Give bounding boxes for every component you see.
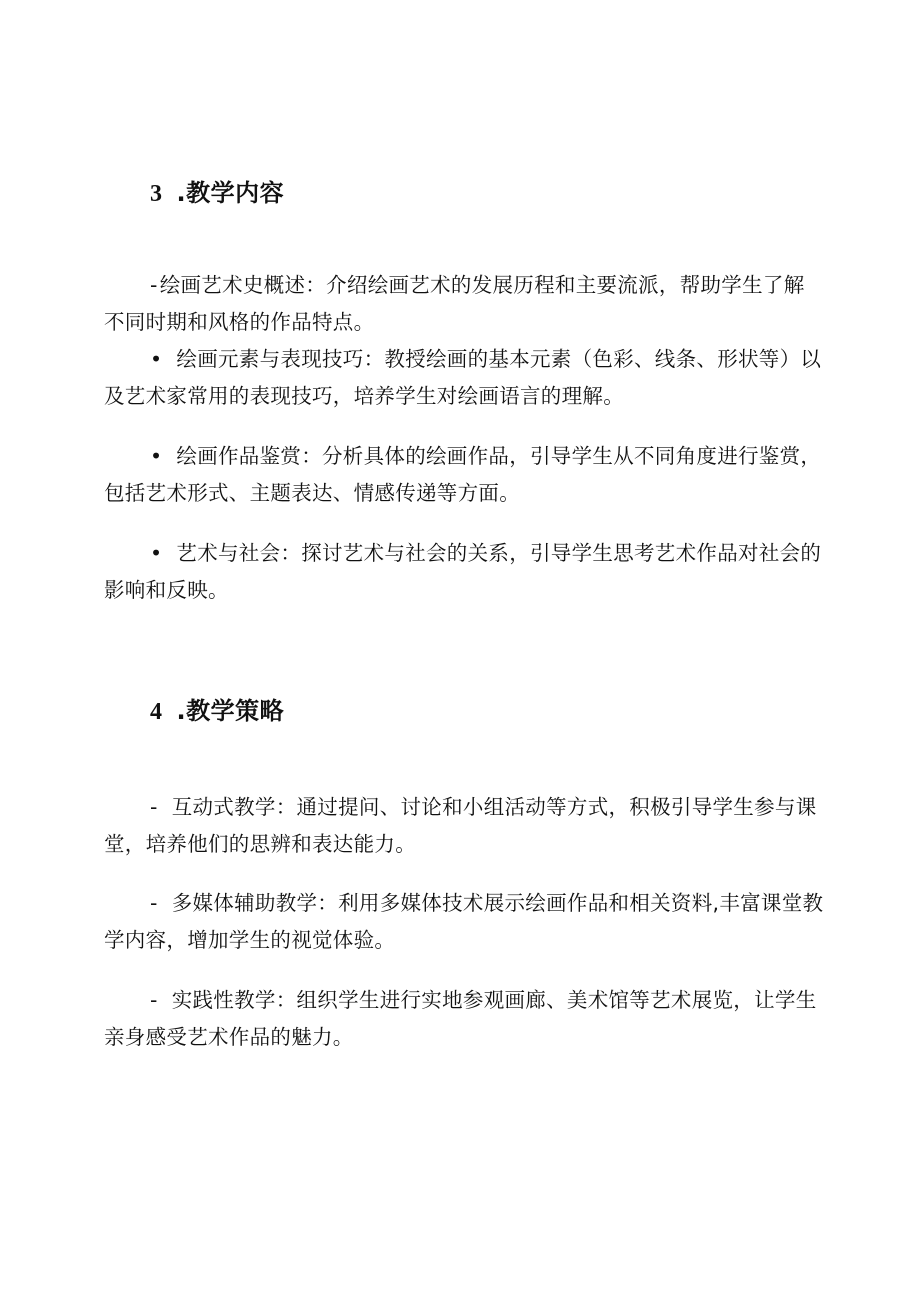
- item-text: 实践性教学：组织学生进行实地参观画廊、美术馆等艺术展览，让学生亲身感受艺术作品的魅力。: [104, 988, 817, 1049]
- dash-marker: -: [150, 891, 158, 915]
- strategy-item-practice: [104, 982, 824, 1056]
- content-item-art-history: [104, 267, 824, 341]
- bullet-marker: •: [150, 541, 163, 565]
- content-item-appreciation: [104, 438, 824, 512]
- section-number: 3: [150, 181, 163, 207]
- section-heading-teaching-strategy: [150, 694, 284, 729]
- strategy-item-multimedia: [104, 885, 824, 959]
- item-text: 绘画作品鉴赏：分析具体的绘画作品，引导学生从不同角度进行鉴赏，包括艺术形式、主题表达、情感传递等方面。: [104, 444, 822, 505]
- item-text: 互动式教学：通过提问、讨论和小组活动等方式，积极引导学生参与课堂，培养他们的思辨和表达能力。: [104, 795, 817, 856]
- dash-marker: -: [150, 273, 158, 297]
- bullet-marker: •: [150, 347, 163, 371]
- dash-marker: -: [150, 795, 158, 819]
- section-number: 4: [150, 699, 163, 725]
- item-text: 艺术与社会：探讨艺术与社会的关系，引导学生思考艺术作品对社会的影响和反映。: [104, 541, 822, 602]
- strategy-item-interactive: [104, 789, 824, 863]
- dash-marker: -: [150, 988, 158, 1012]
- section-title: .教学策略: [176, 697, 285, 725]
- content-item-painting-elements: [104, 341, 824, 415]
- bullet-marker: •: [150, 444, 163, 468]
- item-text: 绘画艺术史概述：介绍绘画艺术的发展历程和主要流派，帮助学生了解不同时期和风格的作品特点。: [104, 273, 805, 334]
- item-text: 绘画元素与表现技巧：教授绘画的基本元素（色彩、线条、形状等）以及艺术家常用的表现技巧，培养学生对绘画语言的理解。: [104, 347, 822, 408]
- section-heading-teaching-content: [150, 176, 284, 211]
- section-title: .教学内容: [176, 179, 285, 207]
- content-item-art-society: [104, 535, 824, 609]
- item-text: 多媒体辅助教学：利用多媒体技术展示绘画作品和相关资料,丰富课堂教学内容，增加学生的视觉体验。: [104, 891, 824, 952]
